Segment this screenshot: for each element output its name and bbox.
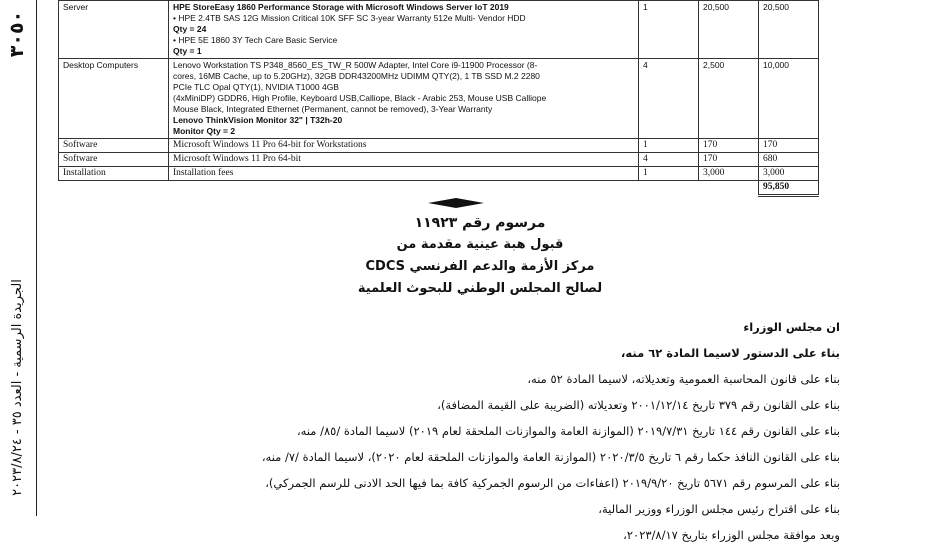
description-line: Lenovo Workstation TS P348_8560_ES_TW_R 500W Adapter, Intel Core i9-11900 Processor (8- (173, 60, 538, 70)
empty-cell (699, 181, 759, 196)
qty-cell: 1 (639, 1, 699, 59)
body-line: بناء على الدستور لاسيما المادة ٦٢ منه، (621, 346, 840, 360)
section-divider-bottom (428, 203, 484, 208)
item-name-cell: Server (59, 1, 169, 59)
item-name-cell: Desktop Computers (59, 59, 169, 139)
table-row (59, 153, 819, 167)
body-line: ان مجلس الوزراء (743, 320, 840, 334)
body-line: بناء على قانون المحاسبة العمومية وتعديلاته، لاسيما المادة ٥٢ منه، (527, 372, 840, 386)
page-number (2, 4, 32, 64)
description-line: Monitor Qty = 2 (173, 126, 236, 136)
grand-total-cell: 95,850 (759, 181, 819, 196)
empty-cell (639, 181, 699, 196)
unit-price-cell: 170 (699, 139, 759, 153)
description-line: PCIe TLC Opal QTY(1), NVIDIA T1000 4GB (173, 82, 339, 92)
description-cell (169, 59, 639, 139)
decree-title: مرسوم رقم ١١٩٢٣ (414, 215, 546, 231)
body-line: بناء على المرسوم رقم ٥٦٧١ تاريخ ٢٠١٩/٩/٢٠ (اعفاءات من الرسوم الجمركية كافة بما فيها الحد الادنى للرسم الجمركي)، (265, 476, 840, 490)
qty-cell: 4 (639, 153, 699, 167)
empty-cell (59, 181, 169, 196)
line-total-cell: 3,000 (759, 167, 819, 181)
page-number-text: ٣٠٥٠ (6, 10, 29, 58)
description-line: • HPE 5E 1860 3Y Tech Care Basic Service (173, 35, 338, 45)
description-line: Microsoft Windows 11 Pro 64-bit (173, 154, 301, 164)
line-total-cell: 20,500 (759, 1, 819, 59)
description-line: cores, 16MB Cache, up to 5.20GHz), 32GB DDR43200MHz UDIMM QTY(2), 1 TB SSD M.2 2280 (173, 71, 540, 81)
description-line: Microsoft Windows 11 Pro 64-bit for Workstations (173, 140, 367, 150)
empty-cell (169, 181, 639, 196)
page-margin-line (36, 0, 37, 516)
decree-body (60, 314, 840, 548)
unit-price-cell: 20,500 (699, 1, 759, 59)
qty-cell: 1 (639, 139, 699, 153)
unit-price-cell: 170 (699, 153, 759, 167)
unit-price-cell: 2,500 (699, 59, 759, 139)
description-cell (169, 1, 639, 59)
body-line: بناء على اقتراح رئيس مجلس الوزراء ووزير المالية، (598, 502, 840, 516)
table-row (59, 1, 819, 59)
description-cell (169, 167, 639, 181)
description-line: Qty = 24 (173, 24, 207, 34)
table-row (59, 59, 819, 139)
description-cell (169, 153, 639, 167)
decree-subtitle-2: مركز الأزمة والدعم الفرنسي CDCS (365, 259, 595, 274)
table-row (59, 139, 819, 153)
description-line: Lenovo ThinkVision Monitor 32" | T32h-20 (173, 115, 343, 125)
description-line: Qty = 1 (173, 46, 202, 56)
unit-price-cell: 3,000 (699, 167, 759, 181)
decree-heading (200, 212, 760, 300)
description-cell (169, 139, 639, 153)
qty-cell: 1 (639, 167, 699, 181)
body-line: بناء على القانون رقم ٣٧٩ تاريخ ٢٠٠١/١٢/١٤ وتعديلاته (الضريبة على القيمة المضافة)، (437, 398, 840, 412)
description-line: • HPE 2.4TB SAS 12G Mission Critical 10K SFF SC 3-year Warranty 512e Multi- Vendor HDD (173, 13, 526, 23)
items-table (58, 0, 819, 197)
decree-subtitle-1: قبول هبة عينية مقدمة من (396, 237, 564, 252)
body-line: بناء على القانون النافذ حكما رقم ٦ تاريخ ٢٠٢٠/٣/٥ (الموازنة العامة والموازنات الملحقة لعام ٢٠٢٠)، لاسيما المادة /٧/ منه، (261, 450, 840, 464)
body-line: بناء على القانون رقم ١٤٤ تاريخ ٢٠١٩/٧/٣١ (الموازنة العامة والموازنات الملحقة لعام ٢٠١٩) لاسيما المادة /٨٥/ منه، (296, 424, 840, 438)
description-line: HPE StoreEasy 1860 Performance Storage with Microsoft Windows Server IoT 2019 (173, 2, 509, 12)
gazette-header-text: الجريدة الرسمية - العدد ٣٥ - ٢٠٢٣/٨/٢٤ (9, 278, 25, 496)
item-name-cell: Software (59, 139, 169, 153)
item-name-cell: Installation (59, 167, 169, 181)
line-total-cell: 680 (759, 153, 819, 167)
items-table-body (59, 1, 819, 196)
body-line: وبعد موافقة مجلس الوزراء بتاريخ ٢٠٢٣/٨/١٧، (623, 528, 840, 542)
table-row (59, 167, 819, 181)
grand-total-row (59, 181, 819, 196)
description-line: (4xMiniDP) GDDR6, High Profile, Keyboard USB,Calliope, Black - Arabic 253, Mouse USB Calliope (173, 93, 547, 103)
description-line: Mouse Black, Integrated Ethernet (Permanent, cannot be removed), 3-Year Warranty (173, 104, 493, 114)
gazette-running-header (2, 262, 32, 512)
decree-subtitle-3: لصالح المجلس الوطني للبحوث العلمية (357, 281, 603, 296)
description-line: Installation fees (173, 168, 234, 178)
line-total-cell: 10,000 (759, 59, 819, 139)
qty-cell: 4 (639, 59, 699, 139)
item-name-cell: Software (59, 153, 169, 167)
line-total-cell: 170 (759, 139, 819, 153)
